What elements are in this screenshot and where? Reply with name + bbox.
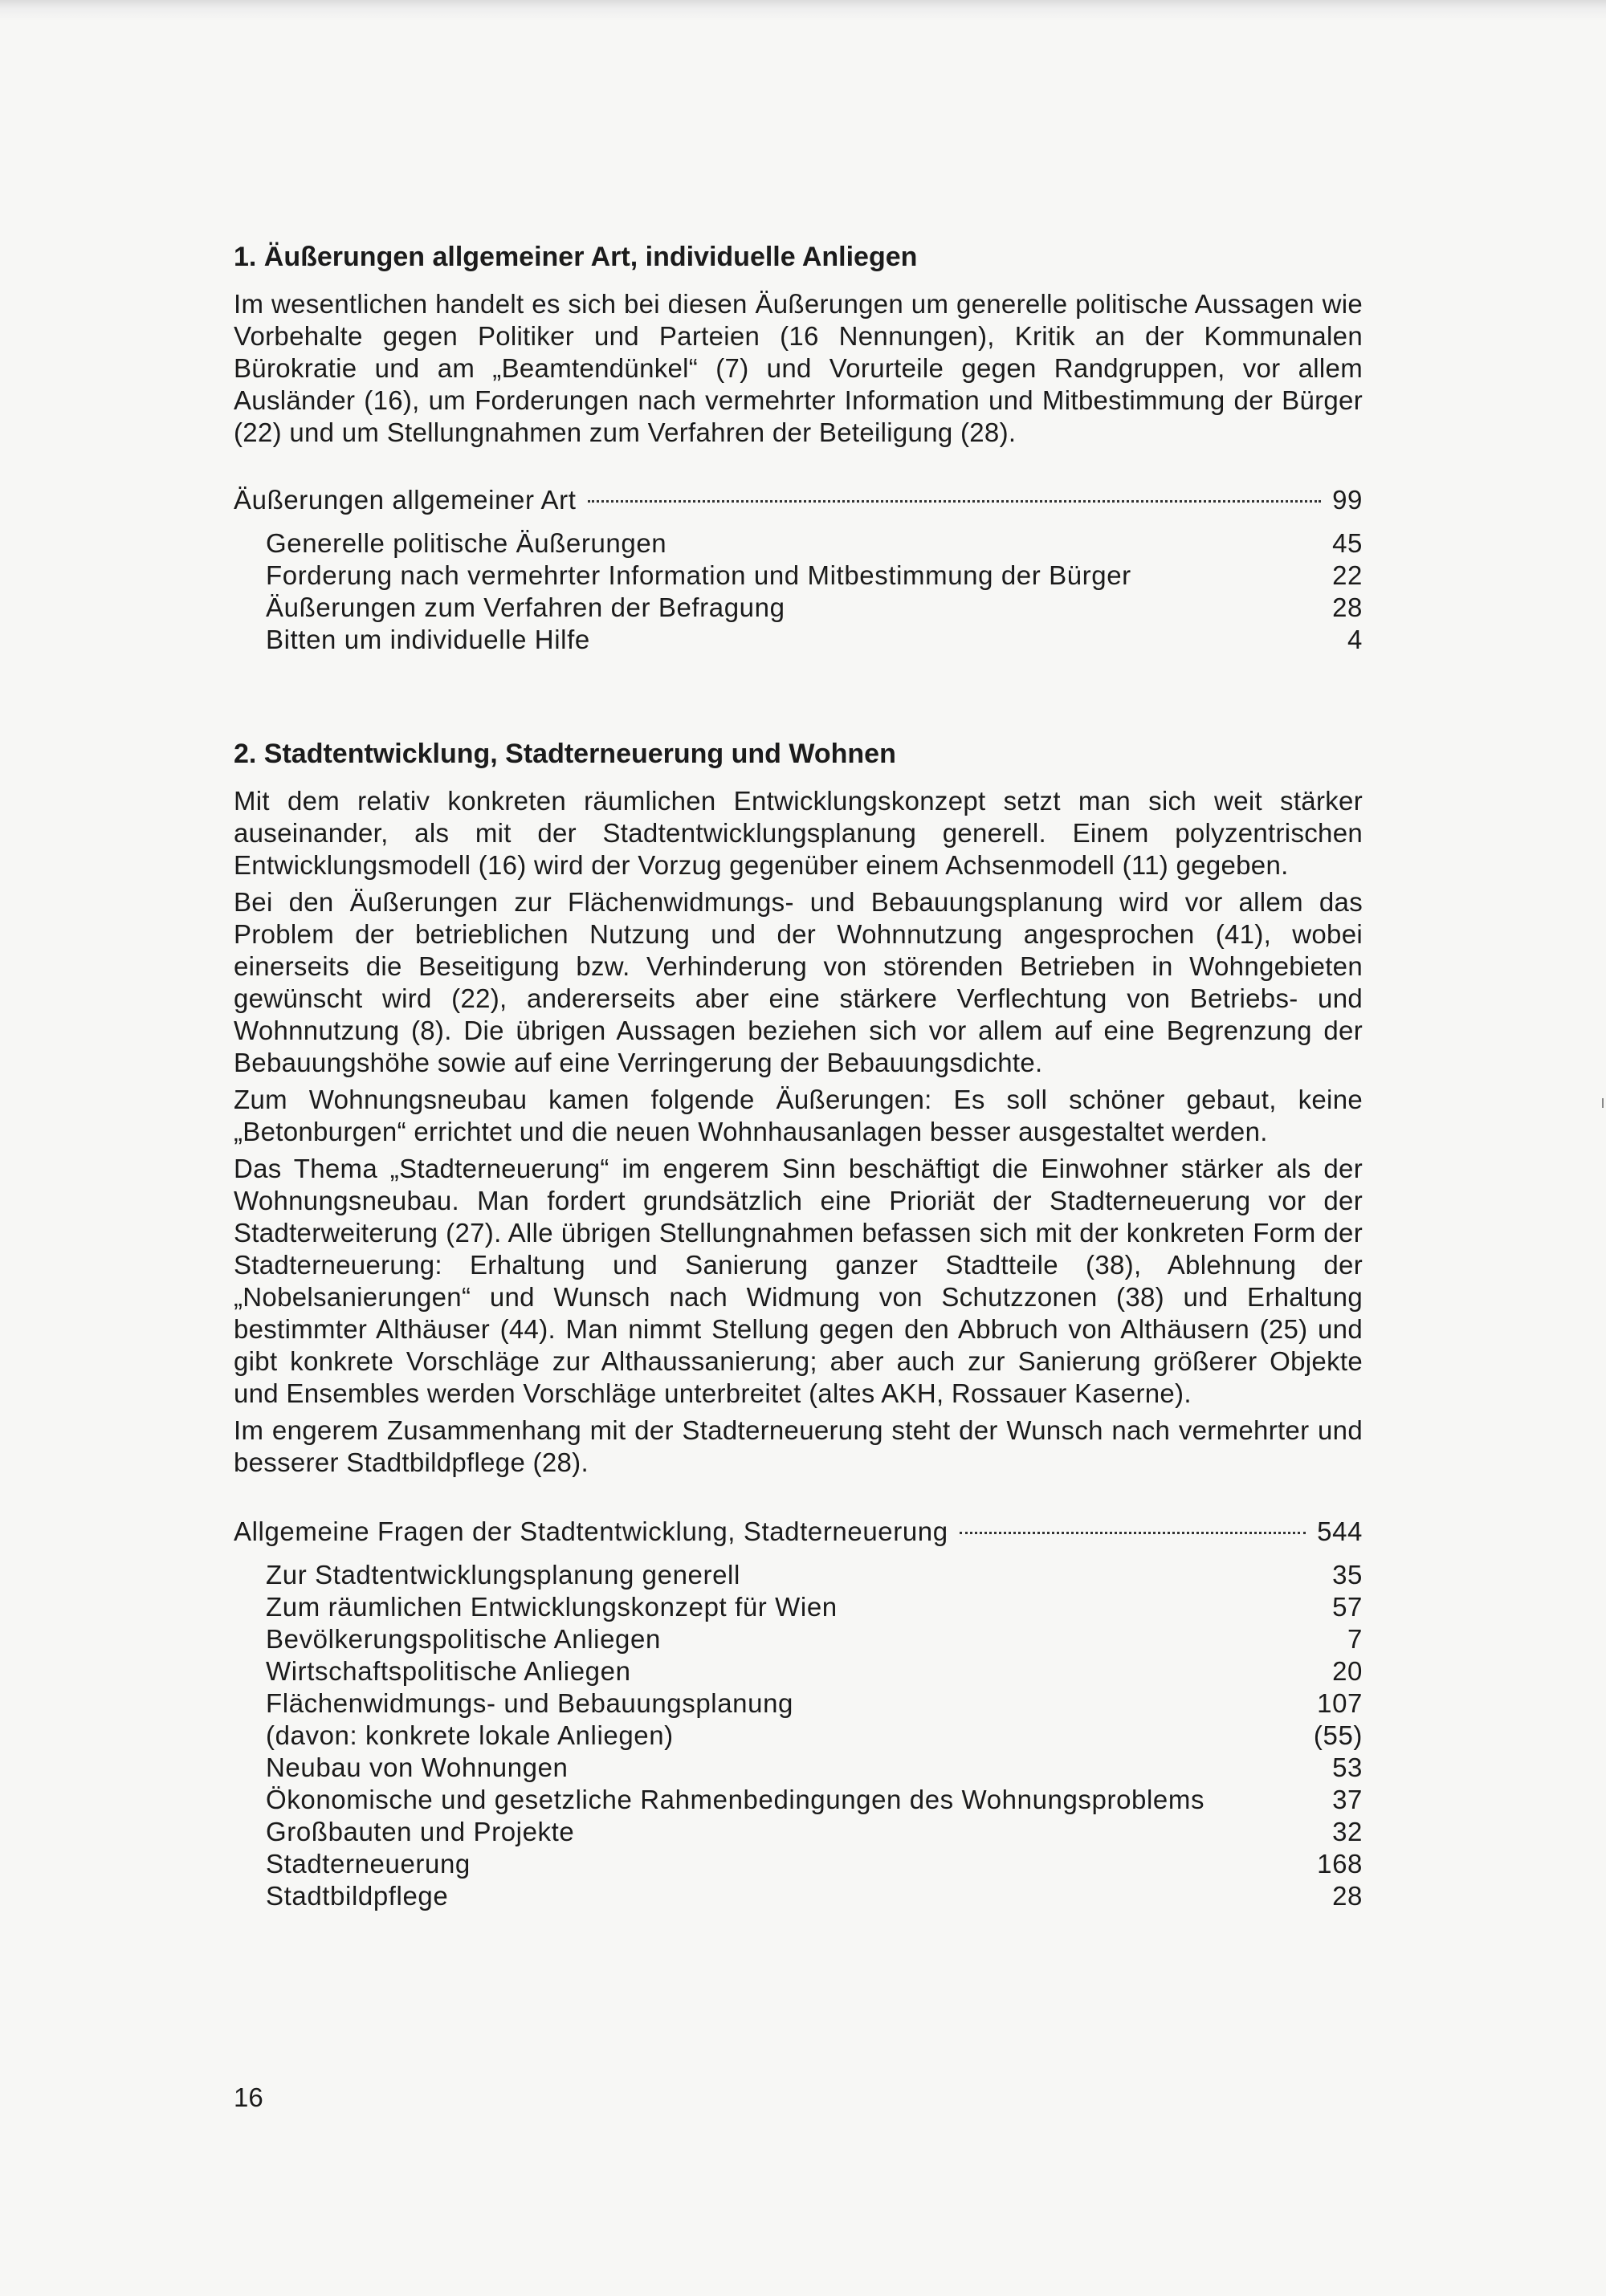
row-label: Zum räumlichen Entwicklungskonzept für Wien (266, 1591, 838, 1622)
section-1-paragraph: Im wesentlichen handelt es sich bei diesen Äußerungen um generelle politische Aussagen wie Vorbehalte gegen Politiker und Parteien (16 Nennungen), Kritik an der Kommunalen Bürokratie und am „Beamtendünkel“ (7) und Vorurteile gegen Randgruppen, vor allem Ausländer (16), um Forderungen nach vermehrter Information und Mitbestimmung der Bürger (22) und um Stellungnahmen zum Verfahren der Beteiligung (28). (234, 288, 1363, 447)
scan-mark (1602, 1098, 1604, 1108)
section-2-title: 2. Stadtentwicklung, Stadterneuerung und Wohnen (234, 738, 896, 769)
row-label: Flächenwidmungs- und Bebauungsplanung (266, 1687, 793, 1718)
table-head-value: 544 (1317, 1516, 1363, 1546)
section-2-paragraph: Mit dem relativ konkreten räumlichen Entwicklungskonzept setzt man sich weit stärker auseinander, als mit der Stadtentwicklungsplanung generell. Einem polyzentrischen Entwicklungsmodell (16) wird der Vorzug gegenüber einem Achsenmodell (11) gegeben. (234, 785, 1363, 880)
scan-top-edge (0, 0, 1606, 21)
page-number: 16 (234, 2082, 263, 2112)
row-value: 35 (1332, 1559, 1363, 1590)
table-row (234, 1752, 1363, 1784)
section-2-paragraph: Das Thema „Stadterneuerung“ im engerem Sinn beschäftigt die Einwohner stärker als der Wohnungsneubau. Man fordert grundsätzlich eine Prioriät der Stadterneuerung vor der Stadterweiterung (27). Alle übrigen Stellungnahmen befassen sich mit der konkreten Form der Stadterneuerung: Erhaltung und Sanierung ganzer Stadtteile (38), Ablehnung der „Nobelsanierungen“ und Wunsch nach Widmung von Schutzzonen (38) und Erhaltung bestimmter Althäuser (44). Man nimmt Stellung gegen den Abbruch von Althäusern (25) und gibt konkrete Vorschläge zur Althaussanierung; aber auch zur Sanierung größerer Objekte und Ensembles werden Vorschläge unterbreitet (altes AKH, Rossauer Kaserne). (234, 1153, 1363, 1408)
table-row (234, 1848, 1363, 1880)
table-head-row (234, 484, 1363, 516)
section-1-title: 1. Äußerungen allgemeiner Art, individuelle Anliegen (234, 242, 918, 272)
table-row (234, 1816, 1363, 1848)
row-value: 168 (1317, 1848, 1363, 1879)
row-label: Zur Stadtentwicklungsplanung generell (266, 1559, 740, 1590)
row-label: Neubau von Wohnungen (266, 1752, 569, 1782)
section-2-paragraph: Im engerem Zusammenhang mit der Stadterneuerung steht der Wunsch nach vermehrter und besserer Stadtbildpflege (28). (234, 1415, 1363, 1477)
row-label: Bitten um individuelle Hilfe (266, 624, 590, 654)
page-content (234, 241, 1363, 1912)
section-1-table (234, 484, 1363, 656)
table-row (234, 1880, 1363, 1912)
table-row (234, 560, 1363, 592)
table-row (234, 1784, 1363, 1816)
row-label: Stadterneuerung (266, 1848, 471, 1879)
row-value: 53 (1332, 1752, 1363, 1782)
row-value: 7 (1347, 1623, 1363, 1654)
row-value: 45 (1332, 527, 1363, 558)
table-row (234, 1720, 1363, 1752)
table-row (234, 1623, 1363, 1655)
table-row (234, 527, 1363, 560)
leader-dots (960, 1532, 1306, 1534)
row-value: 107 (1317, 1687, 1363, 1718)
table-head-label: Allgemeine Fragen der Stadtentwicklung, Stadterneuerung (234, 1516, 948, 1546)
row-label: Äußerungen zum Verfahren der Befragung (266, 592, 785, 622)
table-row (234, 1591, 1363, 1623)
row-label: Großbauten und Projekte (266, 1816, 575, 1846)
row-value: 37 (1332, 1784, 1363, 1814)
row-label: Wirtschaftspolitische Anliegen (266, 1655, 631, 1686)
section-2-table (234, 1516, 1363, 1912)
table-row (234, 1655, 1363, 1687)
leader-dots (588, 500, 1322, 503)
row-label: Generelle politische Äußerungen (266, 527, 667, 558)
row-value: 28 (1332, 1880, 1363, 1911)
table-row (234, 592, 1363, 624)
row-label: (davon: konkrete lokale Anliegen) (266, 1720, 674, 1750)
row-value: 20 (1332, 1655, 1363, 1686)
table-head-row (234, 1516, 1363, 1548)
row-label: Forderung nach vermehrter Information und Mitbestimmung der Bürger (266, 560, 1131, 590)
row-value: 32 (1332, 1816, 1363, 1846)
table-row (234, 1687, 1363, 1720)
row-label: Bevölkerungspolitische Anliegen (266, 1623, 661, 1654)
row-value: 57 (1332, 1591, 1363, 1622)
table-head-value: 99 (1332, 484, 1363, 515)
table-head-label: Äußerungen allgemeiner Art (234, 484, 577, 515)
table-row (234, 1559, 1363, 1591)
row-value: 4 (1347, 624, 1363, 654)
row-label: Ökonomische und gesetzliche Rahmenbedingungen des Wohnungsproblems (266, 1784, 1205, 1814)
row-label: Stadtbildpflege (266, 1880, 449, 1911)
row-value: 28 (1332, 592, 1363, 622)
section-2-paragraph: Zum Wohnungsneubau kamen folgende Äußerungen: Es soll schöner gebaut, keine „Betonburgen“ errichtet und die neuen Wohnhausanlagen besser ausgestaltet werden. (234, 1084, 1363, 1146)
section-2-paragraph: Bei den Äußerungen zur Flächenwidmungs- und Bebauungsplanung wird vor allem das Problem der betrieblichen Nutzung und der Wohnnutzung angesprochen (41), wobei einerseits die Beseitigung bzw. Verhinderung von störenden Betrieben in Wohngebieten gewünscht wird (22), andererseits aber eine stärkere Verflechtung von Betriebs- und Wohnnutzung (8). Die übrigen Aussagen beziehen sich vor allem auf eine Begrenzung der Bebauungshöhe sowie auf eine Verringerung der Bebauungsdichte. (234, 886, 1363, 1077)
table-row (234, 624, 1363, 656)
row-value: 22 (1332, 560, 1363, 590)
row-value: (55) (1313, 1720, 1363, 1750)
